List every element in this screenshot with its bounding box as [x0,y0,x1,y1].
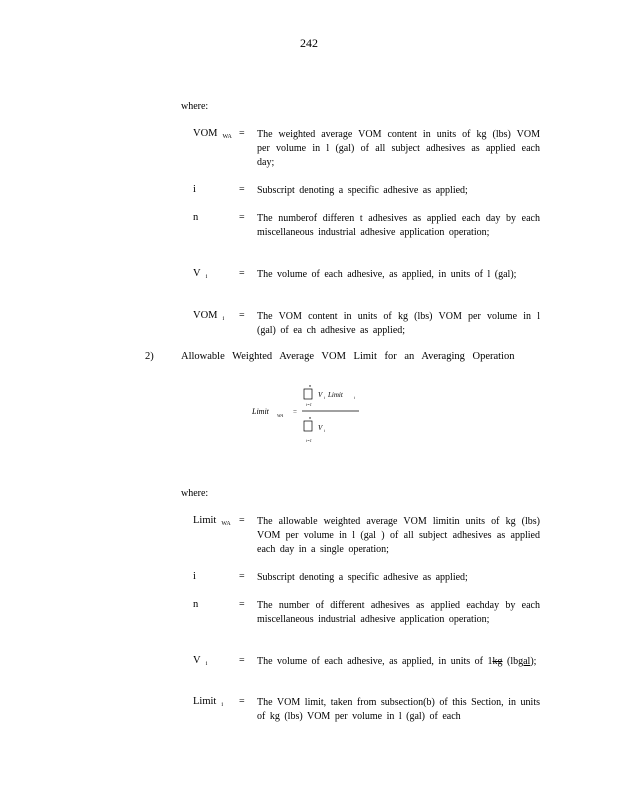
equals-sign: = [239,268,245,279]
denominator-sum-upper: n [309,415,312,420]
definition-term: V $_i$ [193,655,208,667]
denominator-sum-lower: i=1 [306,438,312,443]
definition-term: Limit $_i$ [193,696,224,708]
denominator-summation-symbol [304,421,312,431]
definition-term: n [193,599,199,610]
definition-term: V $_i$ [193,268,208,280]
weighted-average-limit-formula [248,380,368,450]
definition-text: The weighted average VOM content in units of kg (lbs) VOM per volume in l (gal) of all subject adhesives as applied each day; [257,129,540,168]
equals-sign: = [239,696,245,707]
page-number: 242 [300,36,318,50]
summation-symbol [304,389,312,399]
equals-sign: = [239,184,245,195]
definition-text: The VOM content in units of kg (lbs) VOM per volume in l (gal) of ea ch adhesive as applied; [257,311,540,336]
where-label-2: where: [181,488,209,499]
where-label: where: [181,101,209,112]
definition-term: Limit $_{WA}$ [193,515,231,527]
formula-lhs-sub: WA [277,413,284,418]
definition-text: The numberof differen t adhesives as applied each day by each miscellaneous industrial adhesive application operation; [257,213,540,238]
equals-sign: = [239,571,245,582]
denominator-v-sub: i [324,428,326,433]
numerator-v: V [318,391,323,399]
denominator-v: V [318,424,323,432]
equals-sign: = [239,515,245,526]
definition-text: The allowable weighted average VOM limitin units of kg (lbs) VOM per volume in l (gal ) of all subject adhesives as applied each day in a single operation; [257,516,540,555]
definition-term: n [193,212,199,223]
definition-term: i [193,184,196,195]
definition-text: Subscript denoting a specific adhesive as applied; [257,185,468,196]
numerator-v-sub: i [324,395,326,400]
item-number: 2) [145,351,154,362]
equals-sign: = [239,310,245,321]
formula-lhs: Limit [252,407,269,416]
numerator-limit-sub: i [354,395,356,400]
numerator-limit: Limit [328,391,343,399]
definition-text: The volume of each adhesive, as applied, in units of l (gal); [257,269,517,280]
item-title: Allowable Weighted Average VOM Limit for an Averaging Operation [181,351,515,362]
equals-sign: = [239,655,245,666]
equals-sign: = [239,128,245,139]
underlined-text: gal [518,656,531,667]
equals-sign: = [239,599,245,610]
definition-term: i [193,571,196,582]
definition-text: The VOM limit, taken from subsection(b) of this Section, in units of kg (lbs) VOM per volume in l (gal) of each [257,697,540,722]
formula-equals: = [293,408,297,416]
sum-lower-limit: i=1 [306,402,312,407]
definition-text: The volume of each adhesive, as applied, in units of 1kg (lbgal); [257,656,537,667]
definition-text: Subscript denoting a specific adhesive as applied; [257,572,468,583]
sum-upper-limit: n [309,383,312,388]
definition-term: VOM $_{WA}$ [193,128,232,140]
equals-sign: = [239,212,245,223]
definition-text: The number of different adhesives as applied eachday by each miscellaneous industrial adhesive application operation; [257,600,540,625]
struck-text: kg [492,656,503,667]
definition-term: VOM $_i$ [193,310,225,322]
